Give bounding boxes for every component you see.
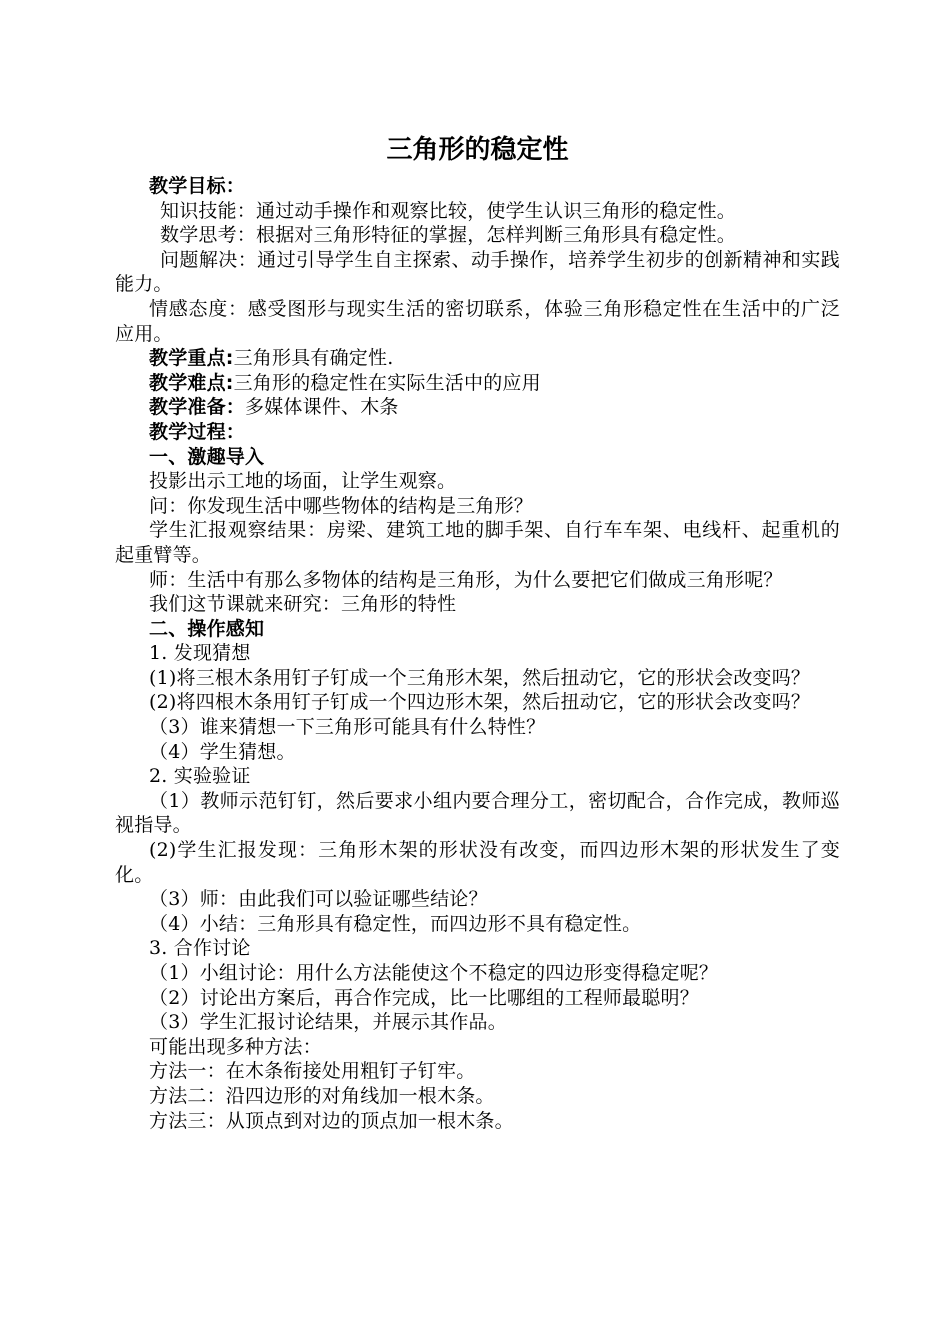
part2-item: (2)学生汇报发现：三角形木架的形状没有改变，而四边形木架的形状发生了变化。 [115,839,840,886]
section2-heading: 二、操作感知 [149,617,265,640]
part3-item: 方法三：从顶点到对边的顶点加一根木条。 [149,1109,514,1132]
section1-line: 投影出示工地的场面，让学生观察。 [149,470,457,493]
objective-emotion: 情感态度：感受图形与现实生活的密切联系，体验三角形稳定性在生活中的广泛应用。 [115,297,840,345]
section1-line: 问：你发现生活中哪些物体的结构是三角形？ [149,494,534,517]
document-page [115,128,840,1133]
part3-item: （3）学生汇报讨论结果，并展示其作品。 [149,1011,507,1034]
process-heading: 教学过程： [149,420,246,443]
part2-item: （3）师：由此我们可以验证哪些结论？ [149,888,488,911]
difficulty-text: 三角形的稳定性在实际生活中的应用 [233,371,541,394]
part3-item: （2）讨论出方案后，再合作完成，比一比哪组的工程师最聪明？ [149,986,699,1009]
key-point-text: 三角形具有确定性. [233,347,394,370]
key-point-label: 教学重点: [149,347,234,370]
preparation-text: 多媒体课件、木条 [245,396,399,419]
part2-heading: 2. 实验验证 [149,765,251,788]
part3-item: 方法一：在木条衔接处用粗钉子钉牢。 [149,1060,476,1083]
objectives-heading: 教学目标： [149,175,246,197]
part1-heading: 1. 发现猜想 [149,642,251,665]
section1-line: 师：生活中有那么多物体的结构是三角形，为什么要把它们做成三角形呢？ [149,568,783,591]
part3-item: 方法二：沿四边形的对角线加一根木条。 [149,1084,495,1107]
difficulty [115,371,840,396]
objective-thinking: 数学思考：根据对三角形特征的掌握，怎样判断三角形具有稳定性。 [160,224,737,247]
part2-item: （1）教师示范钉钉，然后要求小组内要合理分工，密切配合，合作完成，教师巡视指导。 [115,789,840,837]
part3-heading: 3. 合作讨论 [149,937,251,960]
part1-item: (1)将三根木条用钉子钉成一个三角形木架，然后扭动它，它的形状会改变吗？ [149,666,811,689]
section1-heading: 一、激趣导入 [149,445,265,468]
preparation-label: 教学准备： [149,396,246,419]
objective-knowledge: 知识技能：通过动手操作和观察比较，使学生认识三角形的稳定性。 [160,199,737,222]
part2-item: （4）小结：三角形具有稳定性，而四边形不具有稳定性。 [149,912,642,935]
part1-item: (2)将四根木条用钉子钉成一个四边形木架，然后扭动它，它的形状会改变吗？ [149,691,811,714]
part1-item: （4）学生猜想。 [149,740,296,763]
part3-item: （1）小组讨论：用什么方法能使这个不稳定的四边形变得稳定呢？ [149,962,719,984]
preparation [115,395,840,420]
section1-line: 学生汇报观察结果：房梁、建筑工地的脚手架、自行车车架、电线杆、起重机的起重臂等。 [115,519,840,566]
objective-problem-solving: 问题解决：通过引导学生自主探索、动手操作，培养学生初步的创新精神和实践能力。 [115,248,840,296]
part3-item: 可能出现多种方法： [149,1035,322,1058]
key-point [115,346,840,371]
section1-line: 我们这节课就来研究：三角形的特性 [149,593,457,616]
difficulty-label: 教学难点: [149,371,234,394]
page-title: 三角形的稳定性 [386,135,569,165]
part1-item: （3）谁来猜想一下三角形可能具有什么特性？ [149,716,546,739]
